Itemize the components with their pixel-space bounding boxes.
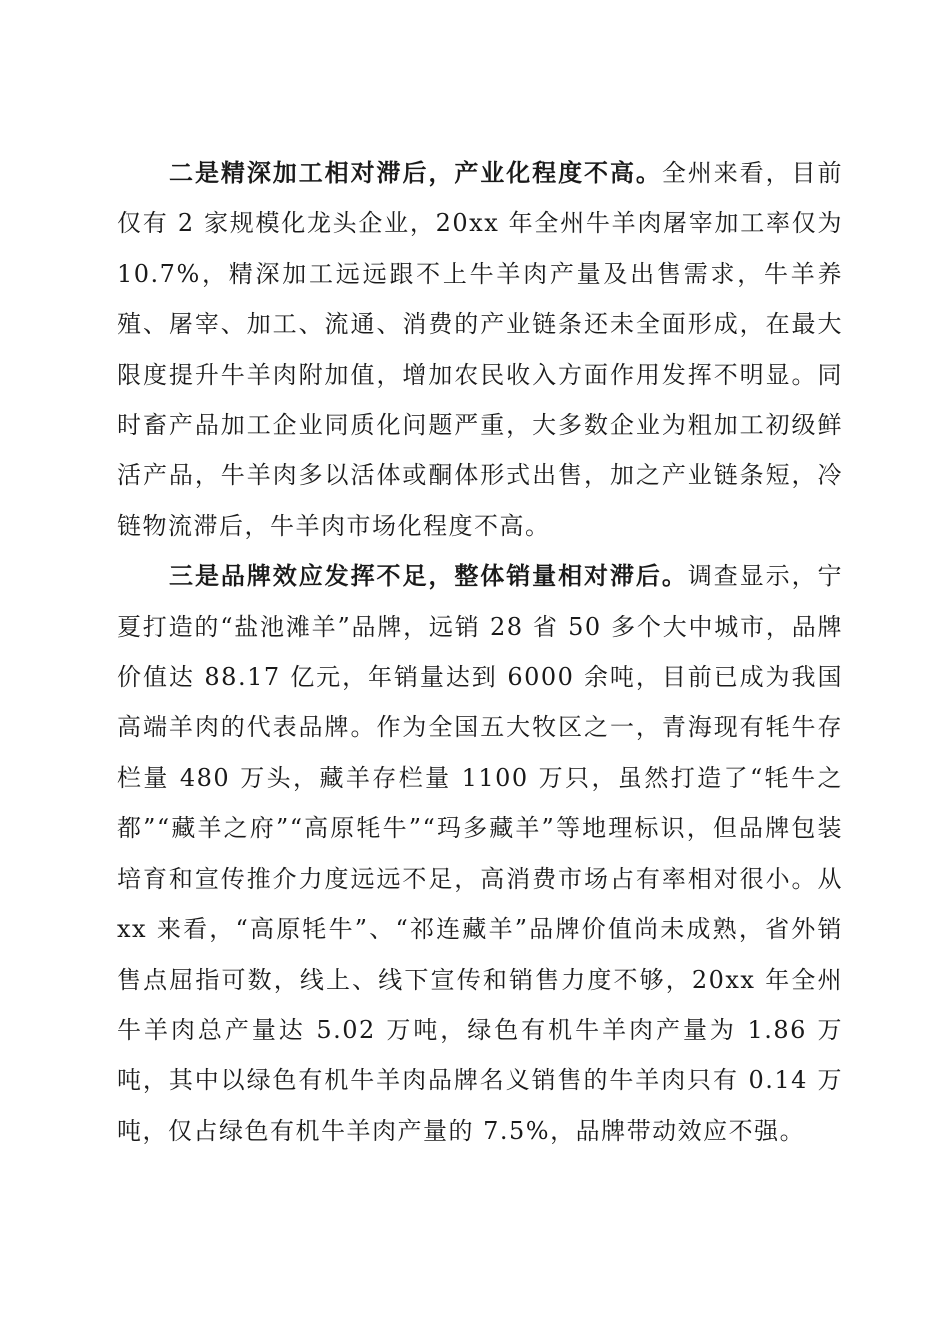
paragraph-text: 调查显示，宁夏打造的“盐池滩羊”品牌，远销 28 省 50 多个大中城市，品牌价值达 88.17 亿元，年销量达到 6000 余吨，目前已成为我国高端羊肉的代表品牌。作为全国五大牧区之一，青海现有牦牛存栏量 480 万头，藏羊存栏量 1100 万只，虽然打造了“牦牛之都”“藏羊之府”“高原牦牛”“玛多藏羊”等地理标识，但品牌包装培育和宣传推介力度远远不足，高消费市场占有率相对很小。从 xx 来看，“高原牦牛”、“祁连藏羊”品牌价值尚未成熟，省外销售点屈指可数，线上、线下宣传和销售力度不够，20xx 年全州牛羊肉总产量达 5.02 万吨，绿色有机牛羊肉产量为 1.86 万吨，其中以绿色有机牛羊肉品牌名义销售的牛羊肉只有 0.14 万吨，仅占绿色有机牛羊肉产量的 7.5%，品牌带动效应不强。 bbox=[117, 562, 844, 1145]
paragraph-brand bbox=[117, 551, 843, 1156]
paragraph-processing bbox=[117, 148, 843, 551]
paragraph-heading: 二是精深加工相对滞后，产业化程度不高。 bbox=[169, 159, 662, 187]
paragraph-heading: 三是品牌效应发挥不足，整体销量相对滞后。 bbox=[169, 562, 688, 591]
document-body bbox=[117, 148, 843, 1156]
paragraph-text: 全州来看，目前仅有 2 家规模化龙头企业，20xx 年全州牛羊肉屠宰加工率仅为 10.7%，精深加工远远跟不上牛羊肉产量及出售需求，牛羊养殖、屠宰、加工、流通、消费的产业链条还未全面形成，在最大限度提升牛羊肉附加值，增加农民收入方面作用发挥不明显。同时畜产品加工企业同质化问题严重，大多数企业为粗加工初级鲜活产品，牛羊肉多以活体或酮体形式出售，加之产业链条短，冷链物流滞后，牛羊肉市场化程度不高。 bbox=[117, 159, 843, 540]
